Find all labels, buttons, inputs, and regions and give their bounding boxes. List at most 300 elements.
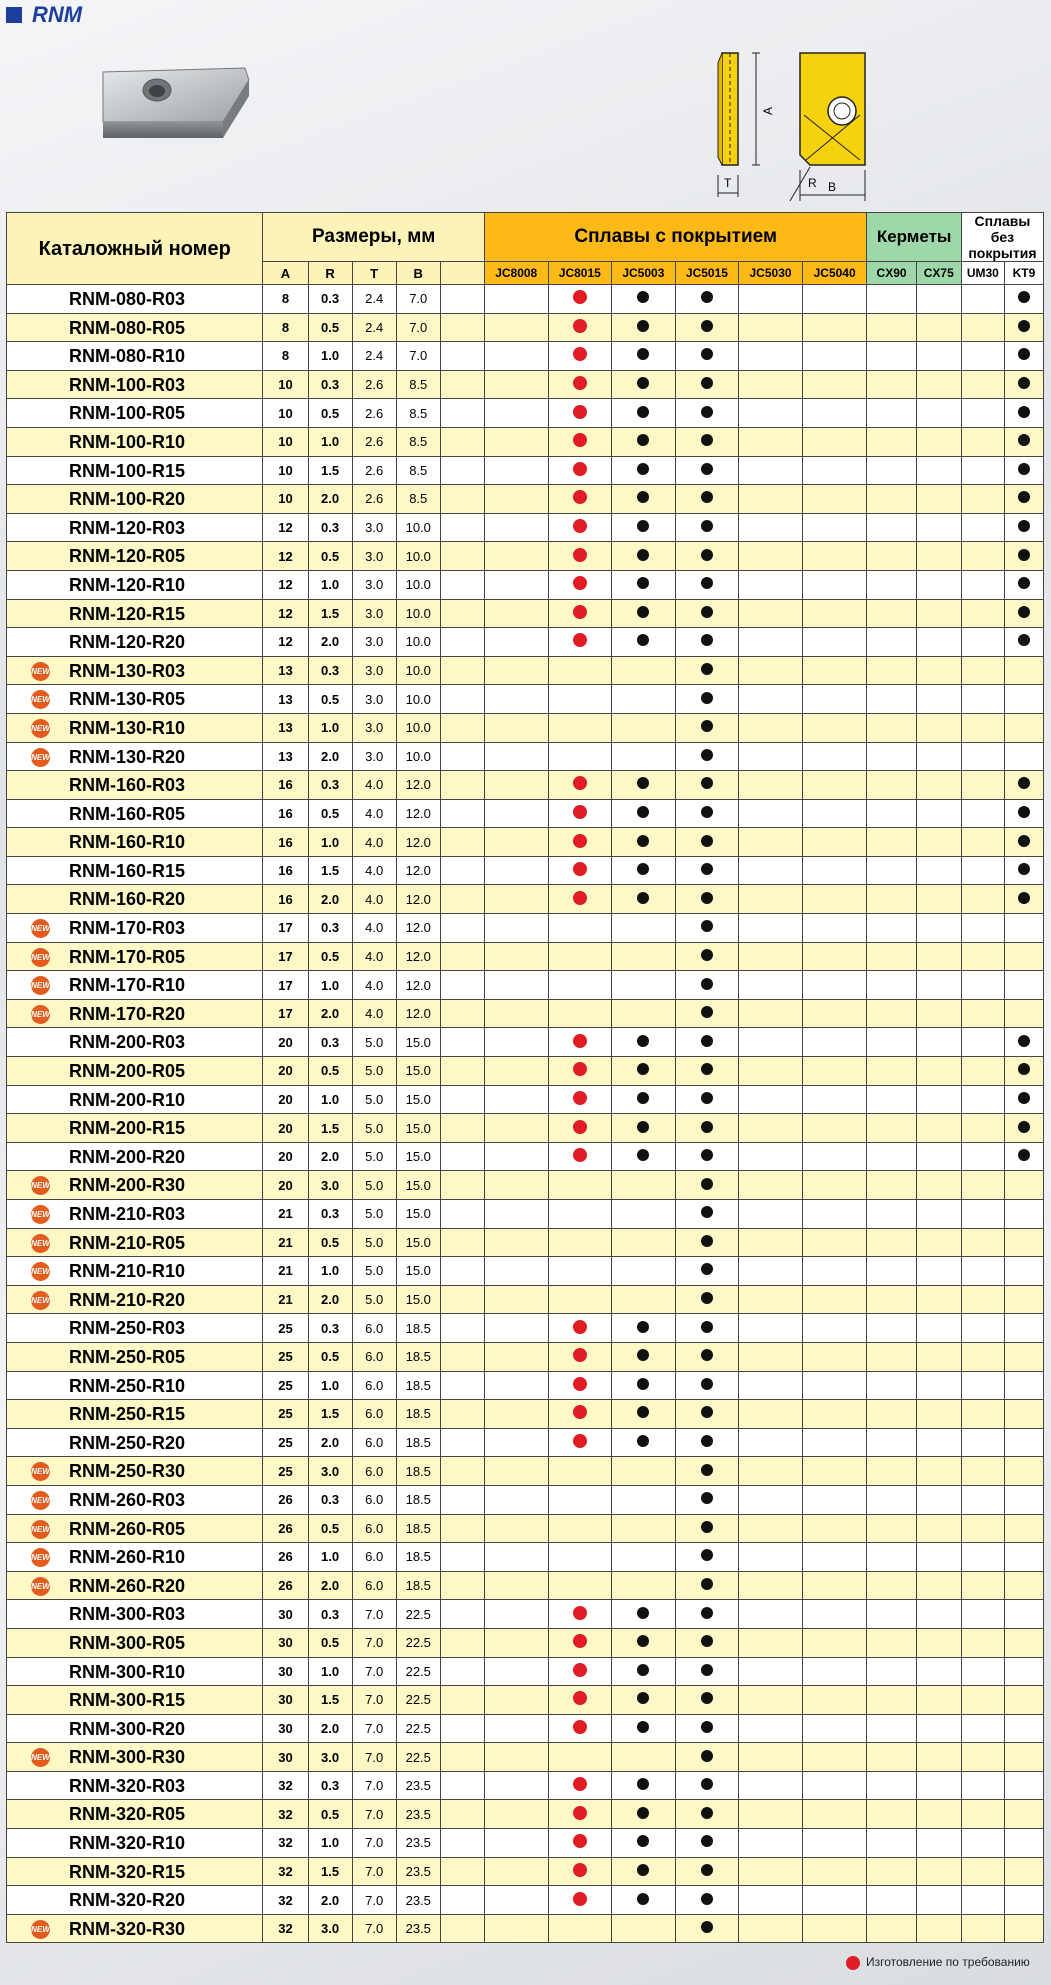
grade-cell	[961, 1914, 1004, 1943]
dim-t: 7.0	[352, 1657, 396, 1686]
catalog-number: RNM-300-R15	[69, 1690, 186, 1711]
black-dot-icon	[701, 692, 713, 704]
grade-cell	[739, 542, 803, 571]
grade-cell	[484, 1571, 548, 1600]
grade-cell	[612, 313, 676, 342]
blank-cell	[440, 914, 484, 943]
catalog-number: RNM-120-R15	[69, 603, 186, 624]
grade-cell	[548, 1571, 612, 1600]
grade-cell	[612, 828, 676, 857]
grade-cell	[484, 1285, 548, 1314]
insert-photo	[95, 60, 255, 170]
black-dot-icon	[1018, 863, 1030, 875]
grade-cell	[548, 399, 612, 428]
table-row	[7, 542, 1044, 571]
grade-cell	[1004, 1285, 1043, 1314]
grade-cell	[675, 1171, 739, 1200]
table-row	[7, 713, 1044, 742]
black-dot-icon	[701, 577, 713, 589]
catalog-number: RNM-200-R30	[69, 1175, 186, 1196]
grade-cell	[1004, 1085, 1043, 1114]
col-header-a: A	[263, 262, 308, 285]
grade-cell	[612, 1514, 676, 1543]
grade-cell	[548, 342, 612, 371]
grade-cell	[739, 999, 803, 1028]
grade-cell	[612, 370, 676, 399]
blank-cell	[440, 799, 484, 828]
table-row	[7, 1686, 1044, 1715]
black-dot-icon	[701, 1921, 713, 1933]
grade-cell	[916, 285, 961, 314]
blank-cell	[440, 771, 484, 800]
dim-b: 8.5	[396, 485, 440, 514]
grade-cell	[484, 742, 548, 771]
grade-cell	[961, 856, 1004, 885]
grade-cell	[739, 942, 803, 971]
grade-cell	[1004, 285, 1043, 314]
grade-cell	[484, 1228, 548, 1257]
dim-a: 17	[263, 971, 308, 1000]
black-dot-icon	[701, 1035, 713, 1047]
grade-cell	[961, 1686, 1004, 1715]
grade-cell	[739, 1400, 803, 1429]
dim-r: 1.0	[308, 1657, 352, 1686]
dim-t: 3.0	[352, 656, 396, 685]
table-row	[7, 1171, 1044, 1200]
dim-t: 4.0	[352, 771, 396, 800]
dim-a: 21	[263, 1257, 308, 1286]
catalog-number-cell	[7, 1800, 263, 1829]
table-row	[7, 1800, 1044, 1829]
grade-cell	[675, 427, 739, 456]
grade-cell	[484, 1114, 548, 1143]
dim-r: 2.0	[308, 1285, 352, 1314]
catalog-number-cell	[7, 1600, 263, 1629]
grade-cell	[867, 1028, 916, 1057]
grade-cell	[1004, 1543, 1043, 1572]
table-row	[7, 1085, 1044, 1114]
grade-cell	[484, 370, 548, 399]
grade-cell	[739, 1571, 803, 1600]
catalog-number-cell	[7, 1628, 263, 1657]
table-row	[7, 342, 1044, 371]
dim-r: 1.5	[308, 856, 352, 885]
black-dot-icon	[701, 1063, 713, 1075]
catalog-number-cell	[7, 599, 263, 628]
grade-cell	[484, 1200, 548, 1229]
grade-cell	[867, 628, 916, 657]
header-cermets: Керметы	[867, 213, 961, 262]
dim-t: 6.0	[352, 1571, 396, 1600]
grade-cell	[548, 485, 612, 514]
dim-r: 1.5	[308, 599, 352, 628]
grade-cell	[612, 942, 676, 971]
grade-cell	[739, 313, 803, 342]
dim-r: 0.5	[308, 685, 352, 714]
dim-r: 0.3	[308, 513, 352, 542]
table-row	[7, 1200, 1044, 1229]
black-dot-icon	[637, 1349, 649, 1361]
grade-cell	[802, 713, 867, 742]
table-row	[7, 1457, 1044, 1486]
catalog-number: RNM-200-R20	[69, 1146, 186, 1167]
dim-r: 0.5	[308, 399, 352, 428]
new-badge-icon: NEW	[31, 719, 50, 738]
dim-t: 4.0	[352, 828, 396, 857]
col-header-blank	[440, 262, 484, 285]
dim-t: 3.0	[352, 628, 396, 657]
grade-cell	[675, 942, 739, 971]
new-badge-icon: NEW	[31, 1548, 50, 1567]
grade-cell	[867, 1771, 916, 1800]
grade-cell	[916, 885, 961, 914]
dim-r: 0.3	[308, 1314, 352, 1343]
grade-cell	[1004, 1800, 1043, 1829]
grade-cell	[548, 828, 612, 857]
grade-cell	[916, 1857, 961, 1886]
grade-cell	[961, 656, 1004, 685]
grade-cell	[548, 1657, 612, 1686]
black-dot-icon	[637, 1807, 649, 1819]
grade-cell	[916, 1485, 961, 1514]
dim-a: 32	[263, 1914, 308, 1943]
catalog-number-cell	[7, 999, 263, 1028]
grade-cell	[867, 1914, 916, 1943]
grade-cell	[548, 1428, 612, 1457]
header-dimensions: Размеры, мм	[263, 213, 485, 262]
dim-r: 2.0	[308, 742, 352, 771]
grade-cell	[1004, 1400, 1043, 1429]
red-dot-icon	[573, 1720, 587, 1734]
grade-cell	[867, 1171, 916, 1200]
grade-cell	[1004, 628, 1043, 657]
dim-r: 1.0	[308, 1371, 352, 1400]
grade-cell	[916, 999, 961, 1028]
black-dot-icon	[701, 1263, 713, 1275]
grade-cell	[612, 656, 676, 685]
grade-cell	[867, 914, 916, 943]
grade-cell	[548, 1857, 612, 1886]
blank-cell	[440, 828, 484, 857]
black-dot-icon	[637, 406, 649, 418]
dim-r: 1.0	[308, 971, 352, 1000]
red-dot-icon	[573, 1892, 587, 1906]
grade-cell	[739, 628, 803, 657]
blank-cell	[440, 370, 484, 399]
grade-cell	[612, 513, 676, 542]
catalog-number: RNM-120-R03	[69, 517, 186, 538]
catalog-number: RNM-160-R03	[69, 775, 186, 796]
blank-cell	[440, 313, 484, 342]
grade-cell	[548, 1600, 612, 1629]
grade-cell	[548, 285, 612, 314]
catalog-number-cell	[7, 1571, 263, 1600]
grade-cell	[484, 1686, 548, 1715]
grade-cell	[867, 427, 916, 456]
grade-cell	[739, 1085, 803, 1114]
dim-a: 8	[263, 313, 308, 342]
dim-r: 1.0	[308, 570, 352, 599]
black-dot-icon	[701, 1607, 713, 1619]
blank-cell	[440, 1457, 484, 1486]
black-dot-icon	[701, 1549, 713, 1561]
grade-cell	[802, 1371, 867, 1400]
black-dot-icon	[701, 663, 713, 675]
grade-cell	[675, 1085, 739, 1114]
blank-cell	[440, 1428, 484, 1457]
grade-cell	[961, 971, 1004, 1000]
grade-cell	[867, 1228, 916, 1257]
dim-b: 18.5	[396, 1342, 440, 1371]
grade-cell	[916, 1142, 961, 1171]
grade-cell	[739, 342, 803, 371]
table-row	[7, 628, 1044, 657]
grade-cell	[739, 971, 803, 1000]
red-dot-icon	[573, 776, 587, 790]
table-row	[7, 1142, 1044, 1171]
grade-cell	[675, 1400, 739, 1429]
catalog-number: RNM-320-R10	[69, 1833, 186, 1854]
red-dot-icon	[573, 405, 587, 419]
grade-cell	[961, 1771, 1004, 1800]
dim-b: 12.0	[396, 942, 440, 971]
grade-cell	[802, 656, 867, 685]
red-dot-icon	[573, 548, 587, 562]
grade-cell	[484, 1771, 548, 1800]
dim-t: 7.0	[352, 1914, 396, 1943]
grade-cell	[484, 427, 548, 456]
grade-cell	[802, 1257, 867, 1286]
blank-cell	[440, 1285, 484, 1314]
dim-b: 10.0	[396, 656, 440, 685]
catalog-number: RNM-210-R10	[69, 1261, 186, 1282]
col-header-jc8015: JC8015	[548, 262, 612, 285]
grade-cell	[675, 1314, 739, 1343]
dim-b: 15.0	[396, 1228, 440, 1257]
red-dot-icon	[573, 462, 587, 476]
grade-cell	[867, 656, 916, 685]
grade-cell	[961, 799, 1004, 828]
dim-t: 3.0	[352, 570, 396, 599]
dim-a: 30	[263, 1686, 308, 1715]
grade-cell	[802, 599, 867, 628]
grade-cell	[675, 1714, 739, 1743]
catalog-number-cell	[7, 1171, 263, 1200]
blank-cell	[440, 1400, 484, 1429]
grade-cell	[675, 1628, 739, 1657]
dim-b: 10.0	[396, 713, 440, 742]
grade-cell	[916, 1257, 961, 1286]
col-header-jc8008: JC8008	[484, 262, 548, 285]
grade-cell	[548, 799, 612, 828]
grade-cell	[548, 742, 612, 771]
red-dot-icon	[573, 1348, 587, 1362]
dim-a: 16	[263, 856, 308, 885]
dim-t: 5.0	[352, 1200, 396, 1229]
catalog-number-cell	[7, 313, 263, 342]
new-badge-icon: NEW	[31, 1234, 50, 1253]
new-badge-icon: NEW	[31, 1920, 50, 1939]
black-dot-icon	[701, 1406, 713, 1418]
dim-b: 23.5	[396, 1829, 440, 1858]
grade-cell	[802, 1142, 867, 1171]
dim-r: 1.0	[308, 342, 352, 371]
grade-cell	[548, 856, 612, 885]
dim-r: 0.3	[308, 1600, 352, 1629]
grade-cell	[484, 1371, 548, 1400]
grade-cell	[802, 1057, 867, 1086]
grade-cell	[961, 1400, 1004, 1429]
grade-cell	[961, 570, 1004, 599]
grade-cell	[675, 1142, 739, 1171]
dim-t: 2.6	[352, 427, 396, 456]
grade-cell	[739, 513, 803, 542]
grade-cell	[961, 313, 1004, 342]
grade-cell	[1004, 1771, 1043, 1800]
grade-cell	[867, 1257, 916, 1286]
dim-t: 2.6	[352, 485, 396, 514]
blank-cell	[440, 513, 484, 542]
grade-cell	[548, 1886, 612, 1915]
grade-cell	[867, 313, 916, 342]
grade-cell	[867, 885, 916, 914]
catalog-number-cell	[7, 1514, 263, 1543]
black-dot-icon	[1018, 577, 1030, 589]
grade-cell	[961, 1171, 1004, 1200]
catalog-number-cell	[7, 427, 263, 456]
dim-a: 20	[263, 1057, 308, 1086]
red-dot-icon	[573, 862, 587, 876]
grade-cell	[961, 1485, 1004, 1514]
grade-cell	[1004, 885, 1043, 914]
grade-cell	[802, 1571, 867, 1600]
grade-cell	[612, 1686, 676, 1715]
dim-t: 7.0	[352, 1829, 396, 1858]
dim-b: 23.5	[396, 1914, 440, 1943]
dim-r: 0.5	[308, 1800, 352, 1829]
grade-cell	[961, 427, 1004, 456]
dim-a: 25	[263, 1428, 308, 1457]
grade-cell	[916, 1342, 961, 1371]
col-header-jc5003: JC5003	[612, 262, 676, 285]
grade-cell	[802, 828, 867, 857]
catalog-number: RNM-320-R20	[69, 1890, 186, 1911]
grade-cell	[867, 1628, 916, 1657]
new-badge-icon: NEW	[31, 948, 50, 967]
grade-cell	[675, 771, 739, 800]
grade-cell	[802, 1171, 867, 1200]
grade-cell	[675, 1771, 739, 1800]
black-dot-icon	[701, 1778, 713, 1790]
dim-a: 30	[263, 1714, 308, 1743]
dim-a: 13	[263, 656, 308, 685]
dim-r: 0.5	[308, 1628, 352, 1657]
table-row	[7, 1771, 1044, 1800]
catalog-number: RNM-250-R30	[69, 1461, 186, 1482]
black-dot-icon	[637, 377, 649, 389]
catalog-number-cell	[7, 1371, 263, 1400]
dim-t: 2.4	[352, 313, 396, 342]
new-badge-icon: NEW	[31, 1491, 50, 1510]
grade-cell	[548, 914, 612, 943]
grade-cell	[739, 885, 803, 914]
new-badge-icon: NEW	[31, 976, 50, 995]
grade-cell	[675, 885, 739, 914]
table-row	[7, 885, 1044, 914]
dim-a: 13	[263, 685, 308, 714]
grade-cell	[916, 342, 961, 371]
dim-t: 2.6	[352, 456, 396, 485]
grade-cell	[548, 999, 612, 1028]
table-row	[7, 456, 1044, 485]
grade-cell	[802, 1686, 867, 1715]
grade-cell	[961, 942, 1004, 971]
catalog-number: RNM-080-R10	[69, 346, 186, 367]
grade-cell	[548, 1057, 612, 1086]
grade-cell	[739, 1800, 803, 1829]
black-dot-icon	[1018, 1149, 1030, 1161]
dim-t: 3.0	[352, 599, 396, 628]
grade-cell	[916, 828, 961, 857]
table-row	[7, 1285, 1044, 1314]
black-dot-icon	[637, 1864, 649, 1876]
grade-cell	[802, 342, 867, 371]
grade-cell	[484, 1171, 548, 1200]
grade-cell	[1004, 1228, 1043, 1257]
dim-label-r: R	[808, 176, 817, 190]
grade-cell	[739, 1314, 803, 1343]
black-dot-icon	[637, 1378, 649, 1390]
grade-cell	[484, 713, 548, 742]
table-row	[7, 1886, 1044, 1915]
legend	[846, 1955, 1030, 1970]
table-row	[7, 1657, 1044, 1686]
table-row	[7, 485, 1044, 514]
dim-a: 32	[263, 1886, 308, 1915]
grade-cell	[916, 685, 961, 714]
grade-cell	[612, 1743, 676, 1772]
blank-cell	[440, 1714, 484, 1743]
grade-cell	[867, 685, 916, 714]
dim-t: 6.0	[352, 1314, 396, 1343]
catalog-number-cell	[7, 942, 263, 971]
grade-cell	[916, 1657, 961, 1686]
grade-cell	[675, 399, 739, 428]
grade-cell	[802, 370, 867, 399]
grade-cell	[1004, 1857, 1043, 1886]
dim-t: 7.0	[352, 1857, 396, 1886]
grade-cell	[739, 399, 803, 428]
grade-cell	[612, 1428, 676, 1457]
grade-cell	[867, 1485, 916, 1514]
blank-cell	[440, 1228, 484, 1257]
grade-cell	[961, 542, 1004, 571]
catalog-number: RNM-100-R03	[69, 374, 186, 395]
grade-cell	[1004, 1314, 1043, 1343]
grade-cell	[548, 513, 612, 542]
black-dot-icon	[701, 1349, 713, 1361]
grade-cell	[739, 1457, 803, 1486]
grade-cell	[1004, 1114, 1043, 1143]
grade-cell	[675, 1543, 739, 1572]
catalog-number: RNM-080-R03	[69, 289, 186, 309]
dim-b: 15.0	[396, 1085, 440, 1114]
grade-cell	[484, 1543, 548, 1572]
dim-r: 2.0	[308, 999, 352, 1028]
grade-cell	[1004, 1628, 1043, 1657]
table-row	[7, 1514, 1044, 1543]
new-badge-icon: NEW	[31, 1262, 50, 1281]
